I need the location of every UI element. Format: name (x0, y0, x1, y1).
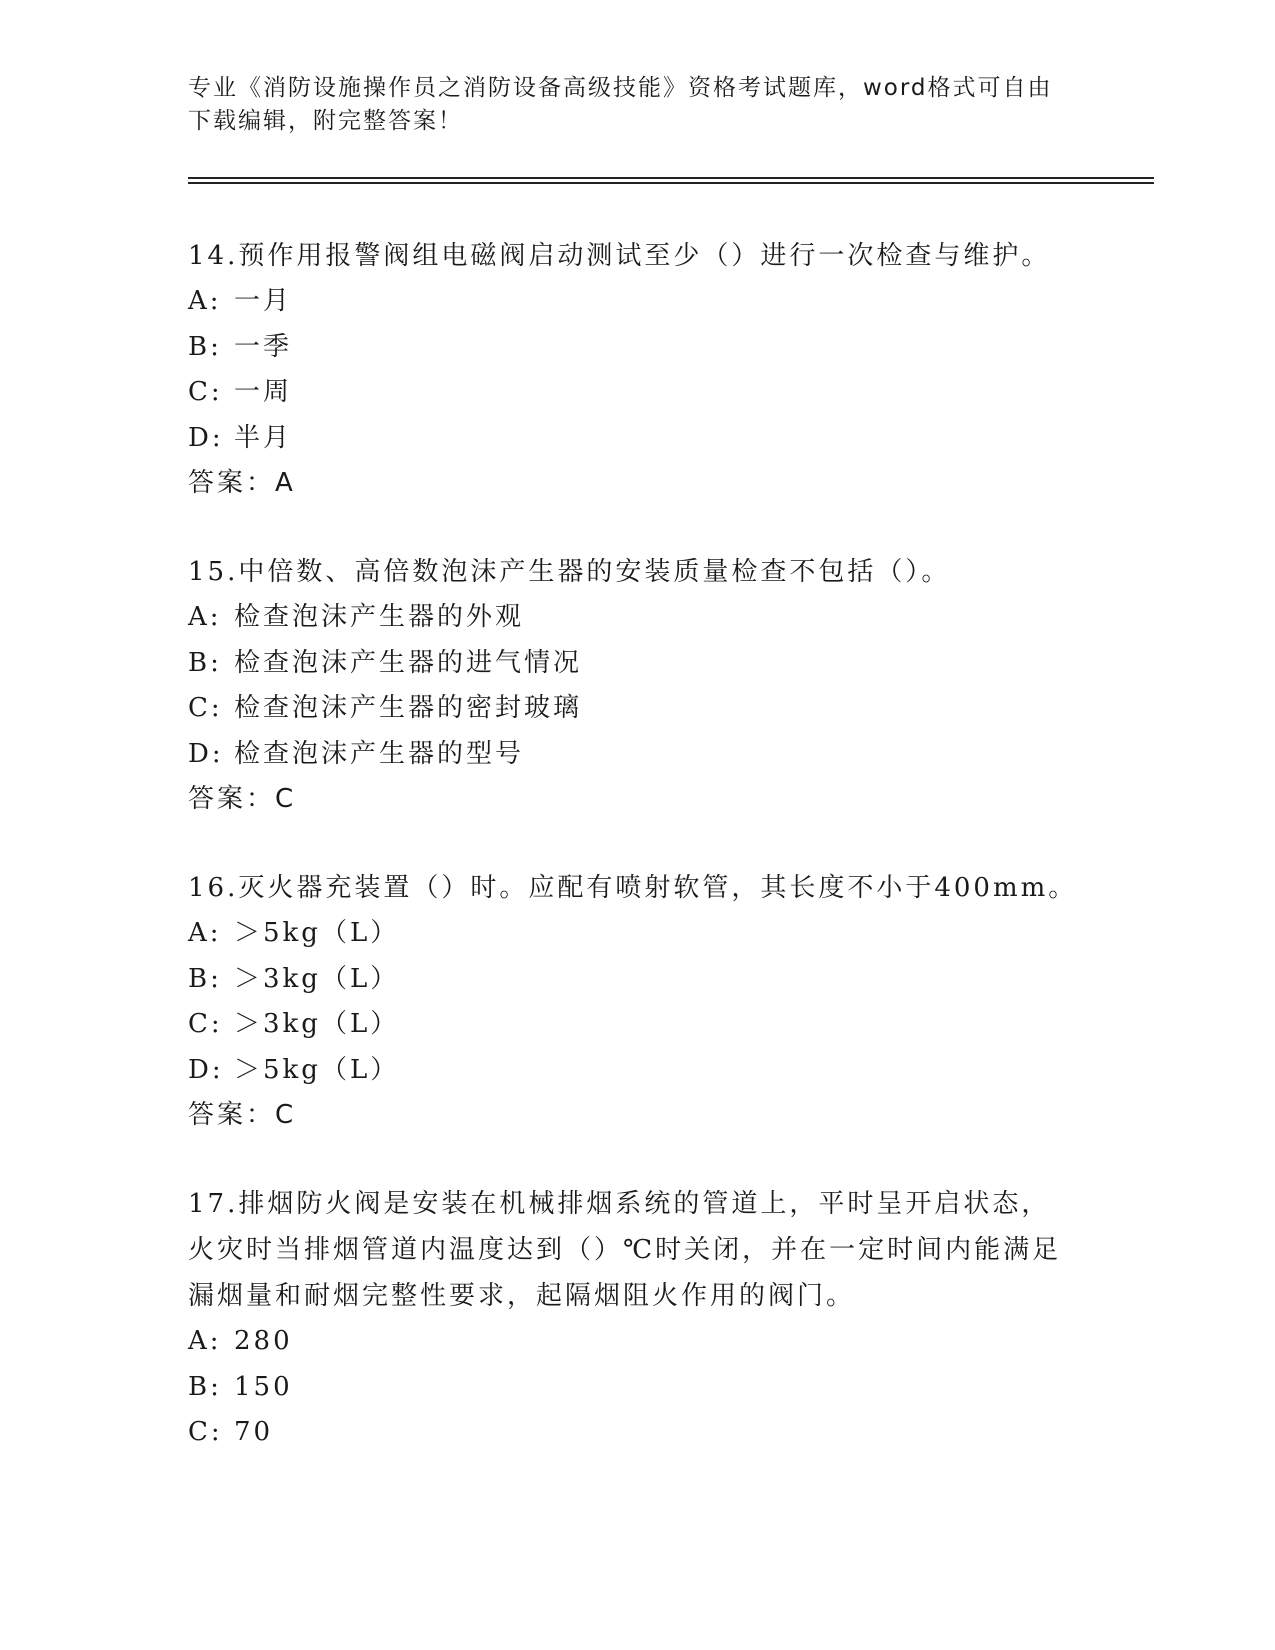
question-15 (188, 549, 1088, 822)
option-d (188, 732, 1088, 778)
option-d (188, 416, 1088, 462)
option-c (188, 1410, 1068, 1456)
question-17 (188, 1181, 1068, 1456)
option-text: 半月 (234, 422, 293, 453)
option-key: A: (188, 1326, 222, 1356)
question-stem: 15.中倍数、高倍数泡沫产生器的安装质量检查不包括（）。 (188, 557, 951, 587)
option-b (188, 957, 1088, 1003)
option-text: 150 (234, 1371, 293, 1402)
question-stem: 17.排烟防火阀是安装在机械排烟系统的管道上，平时呈开启状态，火灾时当排烟管道内温度达到（）℃时关闭，并在一定时间内能满足漏烟量和耐烟完整性要求，起隔烟阻火作用的阀门。 (188, 1189, 1062, 1311)
option-a (188, 279, 1088, 325)
option-key: C: (188, 693, 223, 723)
option-key: B: (188, 963, 222, 994)
option-key: A: (188, 602, 222, 632)
option-b (188, 325, 1088, 371)
option-key: A: (188, 286, 222, 316)
option-key: A: (188, 918, 222, 948)
option-c (188, 1002, 1088, 1048)
option-text: ＞3kg（L） (234, 1009, 400, 1039)
option-text: 280 (234, 1326, 293, 1356)
option-key: B: (188, 647, 222, 678)
option-text: ＞5kg（L） (234, 1054, 400, 1085)
option-key: B: (188, 331, 222, 362)
option-text: 一季 (234, 331, 293, 362)
answer-line: 答案：A (188, 468, 296, 498)
option-key: D: (188, 738, 224, 769)
answer-line: 答案：C (188, 784, 297, 814)
option-key: C: (188, 377, 223, 407)
option-a (188, 1319, 1068, 1365)
option-text: 一月 (234, 286, 293, 316)
option-key: C: (188, 1417, 223, 1447)
option-b (188, 1365, 1068, 1411)
option-text: ＞5kg（L） (234, 918, 400, 948)
option-text: 检查泡沫产生器的进气情况 (234, 647, 583, 678)
option-text: ＞3kg（L） (234, 963, 400, 994)
question-stem: 16.灭火器充装置（）时。应配有喷射软管，其长度不小于400mm。 (188, 873, 1078, 903)
document-header: 专业《消防设施操作员之消防设备高级技能》资格考试题库，word格式可自由下载编辑，附完整答案！ (188, 75, 1053, 134)
header-divider-bottom (188, 182, 1154, 184)
option-key: D: (188, 1054, 224, 1085)
option-a (188, 911, 1088, 957)
option-d (188, 1048, 1088, 1094)
answer-line: 答案：C (188, 1100, 297, 1130)
option-b (188, 641, 1088, 687)
option-key: B: (188, 1371, 222, 1402)
option-c (188, 370, 1088, 416)
option-key: C: (188, 1009, 223, 1039)
option-text: 检查泡沫产生器的外观 (234, 602, 525, 632)
option-a (188, 595, 1088, 641)
option-text: 检查泡沫产生器的型号 (234, 738, 525, 769)
option-key: D: (188, 422, 224, 453)
question-stem: 14.预作用报警阀组电磁阀启动测试至少（）进行一次检查与维护。 (188, 241, 1051, 271)
option-text: 检查泡沫产生器的密封玻璃 (234, 693, 583, 723)
question-14 (188, 233, 1088, 506)
question-16 (188, 865, 1088, 1138)
option-c (188, 686, 1088, 732)
option-text: 一周 (234, 377, 293, 407)
header-divider-top (188, 177, 1154, 179)
option-text: 70 (234, 1417, 274, 1447)
